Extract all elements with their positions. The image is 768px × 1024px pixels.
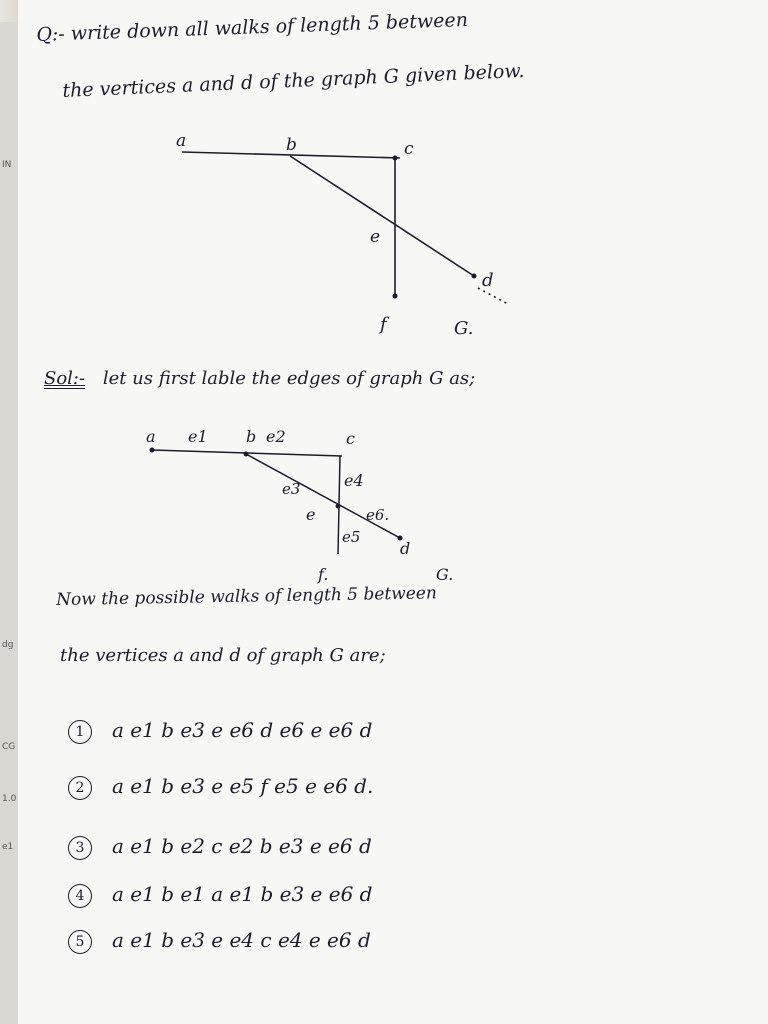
graph2-edge-e6: e6. [366,506,390,524]
question-line-2: the vertices a and d of the graph G given below. [62,59,525,102]
walk-item [68,718,372,744]
margin-mark: dg [2,640,14,650]
margin-mark: e1 [2,842,14,852]
solution-text: let us first lable the edges of graph G as; [102,368,476,389]
walk-text: a e1 b e1 a e1 b e3 e e6 d [112,882,373,906]
graph2-caption: G. [436,565,454,584]
graph1-vertex-a: a [176,131,187,151]
graph2-edge-e4: e4 [344,471,364,490]
walk-item [68,882,372,908]
walk-number: 1 [68,720,92,744]
graph2-vertex-d: d [400,539,411,558]
graph1-caption: G. [454,318,474,339]
walk-text: a e1 b e3 e e5 f e5 e e6 d. [112,774,374,798]
walk-item [68,928,371,954]
graph2-edge-e5: e5 [342,528,361,546]
walk-text: a e1 b e3 e e6 d e6 e e6 d [112,718,373,742]
graph2-vertex-f: f. [318,565,329,584]
walk-item [68,834,372,860]
graph2-vertex-b: b [246,427,257,446]
walk-number: 2 [68,776,92,800]
margin-mark: 1.0 [2,794,17,804]
graph2-edge-e3: e3 [282,480,301,498]
graph2-edge-e2: e2 [266,427,286,446]
graph2-vertex-e: e [306,505,316,524]
walk-text: a e1 b e2 c e2 b e3 e e6 d [112,834,372,858]
graph1-vertex-f: f [380,314,387,335]
question-line-1: Q:- write down all walks of length 5 between [36,8,469,46]
walk-number: 3 [68,836,92,860]
solution-label: Sol:- [44,368,86,389]
graph1-vertex-e: e [370,227,381,247]
walk-item [68,774,373,800]
graph-diagram-1 [0,120,768,350]
graph2-vertex-a: a [146,427,156,446]
graph1-vertex-c: c [404,139,414,159]
walk-number: 5 [68,930,92,954]
graph2-vertex-c: c [346,429,355,448]
walk-number: 4 [68,884,92,908]
now-line-2: the vertices a and d of graph G are; [60,645,386,666]
graph1-vertex-d: d [482,270,494,291]
margin-mark: CG [2,742,16,752]
margin-mark: IN [2,160,12,170]
solution-line [44,368,475,389]
graph1-vertex-b: b [286,135,297,155]
walk-text: a e1 b e3 e e4 c e4 e e6 d [112,928,371,952]
graph-diagram-2 [0,420,768,590]
graph2-edge-e1: e1 [188,427,208,446]
now-line-1: Now the possible walks of length 5 between [56,583,438,610]
